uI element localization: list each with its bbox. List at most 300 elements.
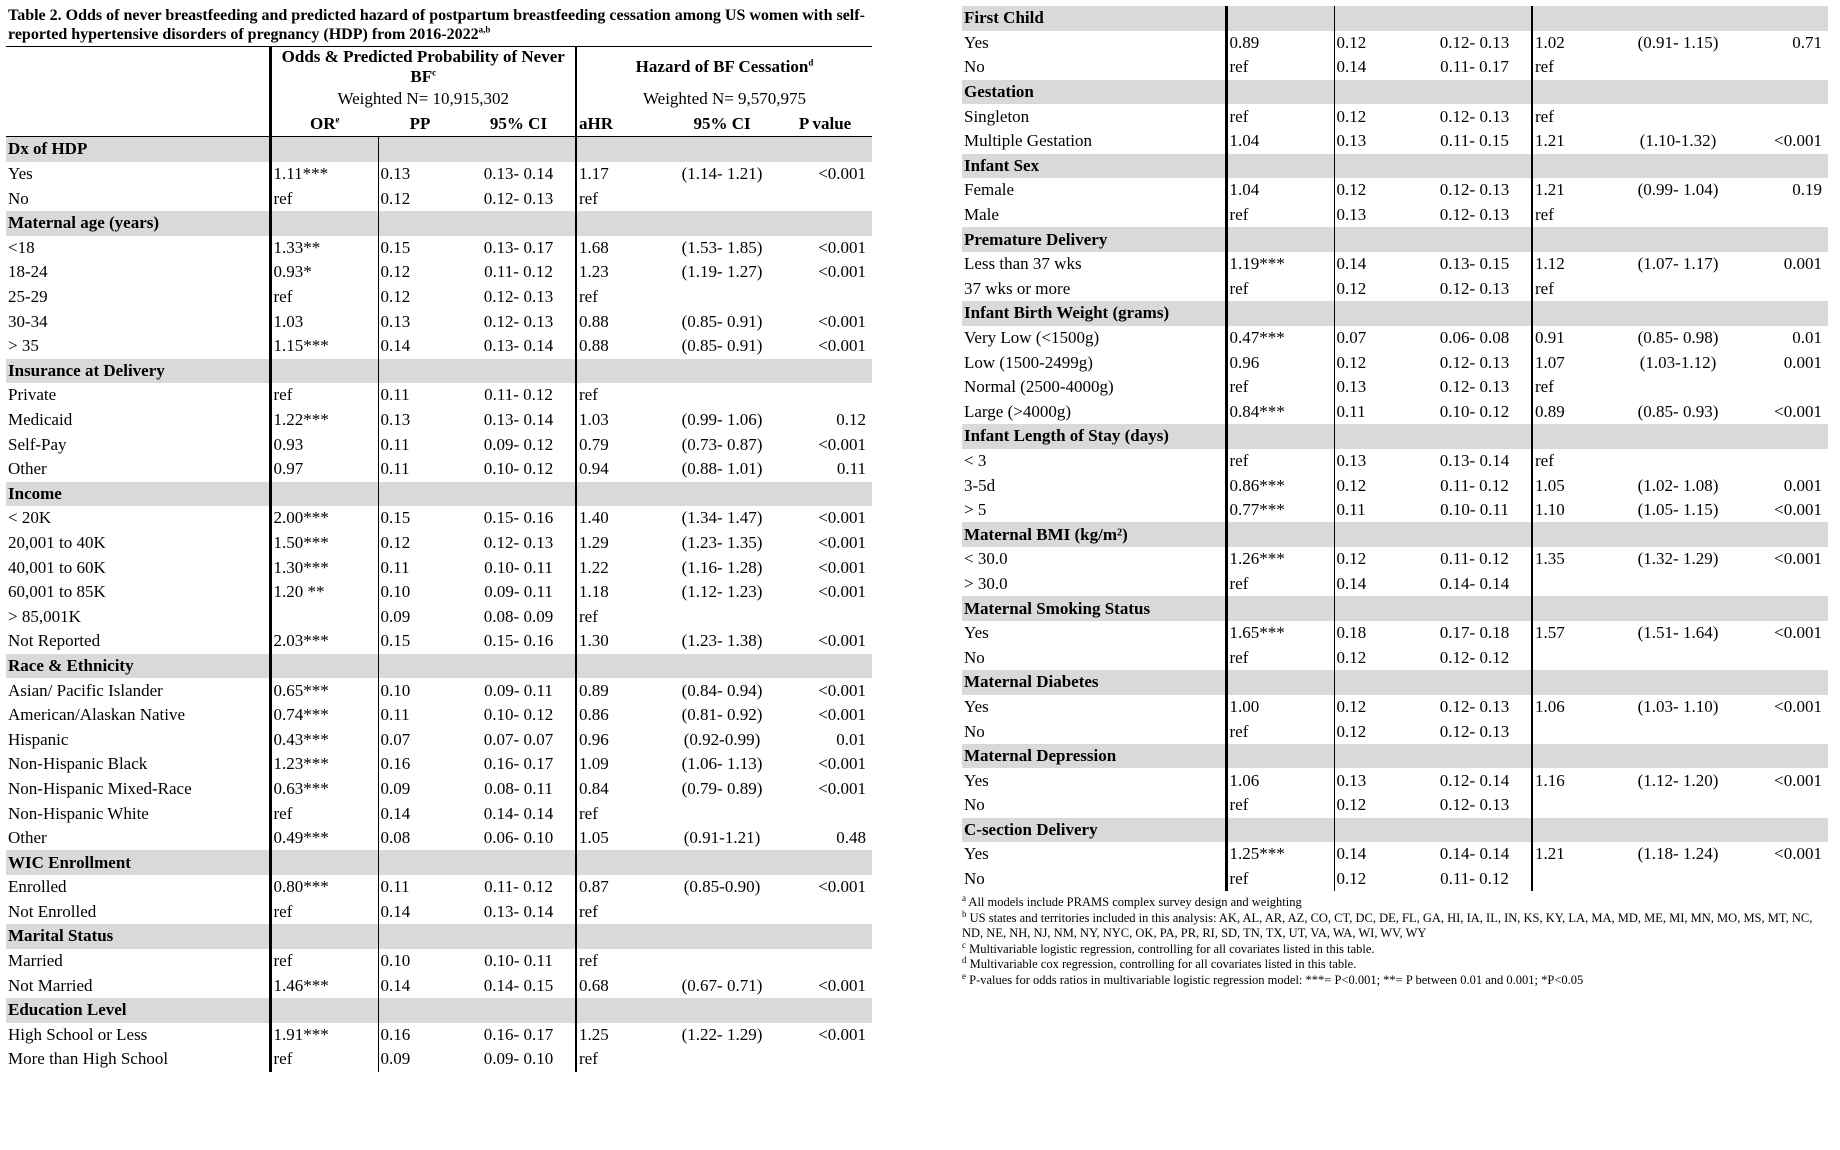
table-row [6,752,872,777]
or-cell: ref [270,949,378,974]
ci1-cell: 0.11- 0.12 [484,877,553,897]
ci1-cell: 0.09- 0.10 [483,1049,554,1069]
or-cell: ref [270,383,378,408]
ci2-cell: (0.91- 1.15) [1637,32,1719,52]
or-cell: ref [1226,449,1334,474]
section-title: Maternal age (years) [6,211,270,236]
section-blank-cell [778,850,872,875]
ahr-cell: ref [576,1047,666,1072]
section-blank-cell [576,654,666,679]
section-blank-cell [1734,424,1828,449]
row-label: Not Enrolled [8,901,97,921]
pp-cell: 0.09 [378,777,462,802]
pp-cell: 0.10 [378,949,462,974]
section-title: Marital Status [6,924,270,949]
section-blank-cell [1734,80,1828,105]
section-title: Infant Length of Stay (days) [962,424,1226,449]
pp-cell: 0.15 [378,506,462,531]
section-blank-cell [1532,670,1622,695]
row-label: Private [8,385,57,405]
section-blank-cell [778,137,872,162]
section-blank-cell [1734,670,1828,695]
ci1-cell: 0.10- 0.11 [1440,500,1509,520]
table-row [962,178,1828,203]
section-blank-cell [576,998,666,1023]
table-row [6,457,872,482]
ahr-cell: ref [1532,104,1622,129]
section-title: Education Level [6,998,270,1023]
or-cell: 0.74*** [270,703,378,728]
ci2-cell [666,949,778,974]
ci1-cell: 0.11- 0.12 [484,385,553,405]
col-ahr-header: aHR [576,112,666,137]
pp-cell: 0.12 [378,285,462,310]
ahr-cell: 0.91 [1532,326,1622,351]
row-label: Yes [8,164,33,184]
row-label: Not Married [8,975,93,995]
row-label: Non-Hispanic Black [8,754,148,774]
section-blank-cell [576,211,666,236]
ci1-cell: 0.16- 0.17 [483,1024,554,1044]
footnote-text: All models include PRAMS complex survey design and weighting [966,895,1302,910]
section-blank-cell [1532,301,1622,326]
ci1-cell: 0.14- 0.15 [483,975,554,995]
p-value-cell [1734,449,1828,474]
ci2-cell: (0.85-0.90) [683,877,761,897]
section-blank-cell [1622,424,1734,449]
or-cell: 1.25*** [1226,842,1334,867]
table-row [962,104,1828,129]
ci2-cell: (0.85- 0.98) [1637,328,1719,348]
ahr-cell [1532,719,1622,744]
row-label: Medicaid [8,410,73,430]
ci2-cell [666,900,778,925]
section-header-row [962,670,1828,695]
pp-cell: 0.14 [1334,55,1418,80]
section-blank-cell [1226,744,1334,769]
p-value-cell [778,949,872,974]
group2-header [576,47,872,88]
ci1-cell: 0.12- 0.13 [1439,696,1510,716]
pp-cell: 0.14 [1334,252,1418,277]
table-row [962,793,1828,818]
ci1-cell: 0.10- 0.11 [484,557,553,577]
ci2-cell: (1.19- 1.27) [681,262,763,282]
group2-sup: d [808,57,814,68]
ci1-cell: 0.09- 0.11 [484,582,553,602]
row-label: 3-5d [964,475,996,495]
section-blank-cell [1418,6,1532,31]
p-value-cell: <0.001 [1774,549,1822,569]
table-row [6,580,872,605]
section-blank-cell [270,850,378,875]
section-blank-cell [666,211,778,236]
ci1-cell: 0.15- 0.16 [483,631,554,651]
or-cell: 0.84*** [1226,400,1334,425]
ci2-cell [1622,793,1734,818]
section-header-row [962,301,1828,326]
or-cell: 0.80*** [270,875,378,900]
row-label: Singleton [964,106,1030,126]
p-value-cell: <0.001 [818,778,867,798]
table-row [6,1023,872,1048]
row-label: Yes [964,770,989,790]
p-value-cell: <0.001 [818,508,867,528]
ci2-cell: (0.85- 0.91) [681,311,763,331]
ahr-cell: 0.88 [576,309,666,334]
table-row [962,375,1828,400]
ci1-cell: 0.12- 0.13 [483,287,554,307]
ci2-cell: (0.92-0.99) [683,729,761,749]
section-header-row [962,6,1828,31]
or-cell [270,604,378,629]
table-row [962,719,1828,744]
p-value-cell [1734,203,1828,228]
ci1-cell: 0.12- 0.13 [483,311,554,331]
table-title-text: Table 2. Odds of never breastfeeding and predicted hazard of postpartum breastfeeding cessation among US women with self-reported hypertensive disorders of pregnancy (HDP) from 2016-2022 [8,7,865,43]
ci2-cell: (0.79- 0.89) [681,778,763,798]
table-row [6,506,872,531]
section-blank-cell [576,137,666,162]
table-row [6,678,872,703]
pp-cell: 0.09 [378,604,462,629]
ci1-cell: 0.09- 0.11 [484,680,553,700]
ci1-cell: 0.12- 0.13 [483,188,554,208]
or-cell: 0.65*** [270,678,378,703]
table-row [962,768,1828,793]
table-row [962,621,1828,646]
section-title: Maternal BMI (kg/m²) [962,522,1226,547]
section-title: Income [6,482,270,507]
section-blank-cell [1418,80,1532,105]
ci1-cell: 0.12- 0.13 [1439,352,1510,372]
p-value-cell: <0.001 [818,631,867,651]
or-cell: 1.04 [1226,129,1334,154]
section-blank-cell [1334,6,1418,31]
p-value-cell: <0.001 [1774,696,1822,716]
pp-cell: 0.11 [378,383,462,408]
row-label: Yes [964,844,989,864]
ci1-cell: 0.12- 0.13 [1439,278,1510,298]
section-blank-cell [778,211,872,236]
section-header-row [6,924,872,949]
footnote [962,939,1828,958]
footnote [962,970,1828,989]
ci1-cell: 0.11- 0.12 [1440,475,1509,495]
section-title: Infant Birth Weight (grams) [962,301,1226,326]
ahr-cell: 1.09 [576,752,666,777]
section-title: C-section Delivery [962,818,1226,843]
section-blank-cell [1418,424,1532,449]
section-blank-cell [1734,301,1828,326]
p-value-cell: <0.001 [1774,623,1822,643]
ci1-cell: 0.10- 0.12 [483,459,554,479]
pp-cell: 0.14 [378,801,462,826]
group2-title: Hazard of BF Cessation [635,57,809,76]
ci2-cell [1622,645,1734,670]
ci1-cell: 0.12- 0.13 [1439,180,1510,200]
section-blank-cell [576,850,666,875]
ci1-cell: 0.12- 0.13 [1439,721,1510,741]
pp-cell: 0.15 [378,236,462,261]
table-row [962,129,1828,154]
footnote-text: US states and territories included in this analysis: AK, AL, AR, AZ, CO, CT, DC, DE, FL, GA, HI, IA, IL, IN, KS, KY, LA, MA, MD, ME, MI, MN, MO, MS, MT, NC, ND, NE, NH, NJ, NM, NY, NYC, OK, PA, PR, RI, SD, TN, TX, UT, VA, WA, WI, WV, WY [962,910,1813,941]
or-cell: 1.33** [270,236,378,261]
ahr-cell: 0.88 [576,334,666,359]
ahr-cell: 1.21 [1532,842,1622,867]
pp-cell: 0.09 [378,1047,462,1072]
ci1-cell: 0.11- 0.17 [1440,57,1509,77]
ahr-cell: ref [576,604,666,629]
ci2-cell: (1.03- 1.10) [1637,696,1719,716]
p-value-cell: <0.001 [818,1024,867,1044]
ahr-cell: 1.10 [1532,498,1622,523]
section-header-row [6,137,872,162]
table-row [6,727,872,752]
p-value-cell [778,1047,872,1072]
section-blank-cell [1532,818,1622,843]
pp-cell: 0.12 [1334,31,1418,56]
row-label: Yes [964,696,989,716]
pp-cell: 0.13 [1334,375,1418,400]
section-blank-cell [1226,818,1334,843]
or-cell: 1.30*** [270,555,378,580]
or-cell: 0.47*** [1226,326,1334,351]
ci2-cell: (1.07- 1.17) [1637,254,1719,274]
table-row [962,326,1828,351]
table-row [962,572,1828,597]
ahr-cell: 0.84 [576,777,666,802]
row-label: < 3 [964,450,987,470]
group1-title-2: BF [410,67,433,86]
ahr-cell: 1.05 [576,826,666,851]
p-value-cell [778,285,872,310]
pp-cell: 0.07 [378,727,462,752]
pp-cell: 0.12 [1334,473,1418,498]
p-value-cell: <0.001 [1774,500,1822,520]
row-label: 30-34 [8,311,48,331]
col-pp-header: PP [378,112,462,137]
ci1-cell: 0.08- 0.09 [483,606,554,626]
section-blank-cell [1334,596,1418,621]
table-row [6,309,872,334]
ci1-cell: 0.14- 0.14 [1439,573,1510,593]
p-value-cell: <0.001 [818,754,867,774]
pp-cell: 0.14 [1334,842,1418,867]
ahr-cell: ref [1532,449,1622,474]
section-blank-cell [1334,818,1418,843]
ahr-cell: 0.96 [576,727,666,752]
section-header-row [962,818,1828,843]
p-value-cell [1734,719,1828,744]
section-title: Gestation [962,80,1226,105]
ahr-cell: 1.02 [1532,31,1622,56]
section-blank-cell [462,137,576,162]
section-blank-cell [666,998,778,1023]
section-title: First Child [962,6,1226,31]
row-label: American/Alaskan Native [8,705,186,725]
section-title: Insurance at Delivery [6,359,270,384]
row-label: No [964,721,985,741]
ci2-cell: (0.84- 0.94) [681,680,763,700]
pp-cell: 0.12 [1334,547,1418,572]
row-label: No [964,647,985,667]
ahr-cell: ref [1532,375,1622,400]
section-blank-cell [1334,670,1418,695]
right-table-panel [962,6,1828,988]
section-blank-cell [378,850,462,875]
section-blank-cell [778,998,872,1023]
ahr-cell: 1.06 [1532,695,1622,720]
ahr-cell: 0.79 [576,432,666,457]
pp-cell: 0.14 [378,334,462,359]
p-value-cell: <0.001 [818,582,867,602]
pp-cell: 0.11 [378,457,462,482]
section-blank-cell [1532,522,1622,547]
ci1-cell: 0.14- 0.14 [483,803,554,823]
row-label: Less than 37 wks [964,254,1082,274]
p-value-cell: 0.001 [1783,475,1822,495]
section-blank-cell [1532,596,1622,621]
p-value-cell: <0.001 [818,877,867,897]
section-header-row [6,998,872,1023]
ci2-cell [1622,375,1734,400]
ci2-cell [666,285,778,310]
row-label: Not Reported [8,631,101,651]
ahr-cell: 1.16 [1532,768,1622,793]
section-header-row [6,359,872,384]
section-blank-cell [1226,670,1334,695]
section-blank-cell [1418,744,1532,769]
group1-title-1: Odds & Predicted Probability of Never [281,47,565,66]
table-row [962,498,1828,523]
or-cell: ref [1226,645,1334,670]
table-row [962,203,1828,228]
section-blank-cell [1226,596,1334,621]
ci1-cell: 0.14- 0.14 [1439,844,1510,864]
or-cell: 1.23*** [270,752,378,777]
p-value-cell [1734,793,1828,818]
or-cell: 1.65*** [1226,621,1334,646]
section-blank-cell [462,359,576,384]
section-title: Dx of HDP [6,137,270,162]
ci1-cell: 0.07- 0.07 [483,729,554,749]
section-blank-cell [1418,670,1532,695]
ci2-cell [1622,867,1734,892]
ci2-cell [1622,719,1734,744]
section-blank-cell [1532,80,1622,105]
p-value-cell [778,900,872,925]
ci2-cell [666,186,778,211]
ahr-cell: 1.07 [1532,350,1622,375]
or-cell: 1.00 [1226,695,1334,720]
or-cell: 1.03 [270,309,378,334]
section-blank-cell [1532,154,1622,179]
ahr-cell [1532,572,1622,597]
pp-cell: 0.12 [1334,104,1418,129]
pp-cell: 0.12 [1334,277,1418,302]
section-blank-cell [1622,818,1734,843]
section-blank-cell [378,137,462,162]
section-blank-cell [1418,227,1532,252]
col-ci2-header: 95% CI [666,112,778,137]
p-value-cell: <0.001 [1774,131,1822,151]
or-cell: ref [1226,572,1334,597]
row-label: Asian/ Pacific Islander [8,680,163,700]
section-header-row [962,154,1828,179]
section-blank-cell [270,654,378,679]
ci1-cell: 0.16- 0.17 [483,754,554,774]
table-row [962,400,1828,425]
row-label: Other [8,828,47,848]
p-value-cell: <0.001 [818,164,867,184]
pp-cell: 0.12 [1334,793,1418,818]
or-cell: 0.63*** [270,777,378,802]
ci1-cell: 0.11- 0.12 [484,262,553,282]
or-cell: 1.91*** [270,1023,378,1048]
table-row [6,236,872,261]
ci2-cell: (1.12- 1.20) [1637,770,1719,790]
or-cell: ref [1226,793,1334,818]
ci1-cell: 0.12- 0.13 [1439,106,1510,126]
ci1-cell: 0.12- 0.12 [1439,647,1510,667]
ci2-cell: (1.22- 1.29) [681,1024,763,1044]
pp-cell: 0.12 [1334,719,1418,744]
column-header-row [6,112,872,137]
table-title-sup: a,b [478,24,491,35]
or-cell: 1.46*** [270,973,378,998]
ahr-cell: 1.25 [576,1023,666,1048]
left-table [6,46,872,1072]
table-row [6,826,872,851]
section-title: Race & Ethnicity [6,654,270,679]
ahr-cell: 1.21 [1532,178,1622,203]
or-cell: ref [1226,104,1334,129]
ci2-cell: (0.91-1.21) [683,828,761,848]
table-row [6,260,872,285]
pp-cell: 0.12 [378,260,462,285]
p-value-cell: 0.12 [836,410,867,430]
ci2-cell [666,801,778,826]
table-row [962,449,1828,474]
row-label: Yes [964,32,989,52]
or-cell: ref [1226,55,1334,80]
section-title: Maternal Diabetes [962,670,1226,695]
section-blank-cell [1734,227,1828,252]
or-cell: 0.49*** [270,826,378,851]
section-blank-cell [1334,301,1418,326]
footnotes [962,895,1828,988]
table-row [962,277,1828,302]
pp-cell: 0.12 [1334,178,1418,203]
table-row [6,186,872,211]
section-blank-cell [270,359,378,384]
pp-cell: 0.15 [378,629,462,654]
section-title: Infant Sex [962,154,1226,179]
ci2-cell: (1.16- 1.28) [681,557,763,577]
ci1-cell: 0.12- 0.13 [483,532,554,552]
ahr-cell: 1.05 [1532,473,1622,498]
section-header-row [962,596,1828,621]
table-row [962,695,1828,720]
section-blank-cell [1622,522,1734,547]
p-value-cell [1734,104,1828,129]
ahr-cell: ref [576,383,666,408]
ci2-cell [1622,104,1734,129]
or-cell: 0.77*** [1226,498,1334,523]
or-cell: 1.26*** [1226,547,1334,572]
section-blank-cell [1226,424,1334,449]
